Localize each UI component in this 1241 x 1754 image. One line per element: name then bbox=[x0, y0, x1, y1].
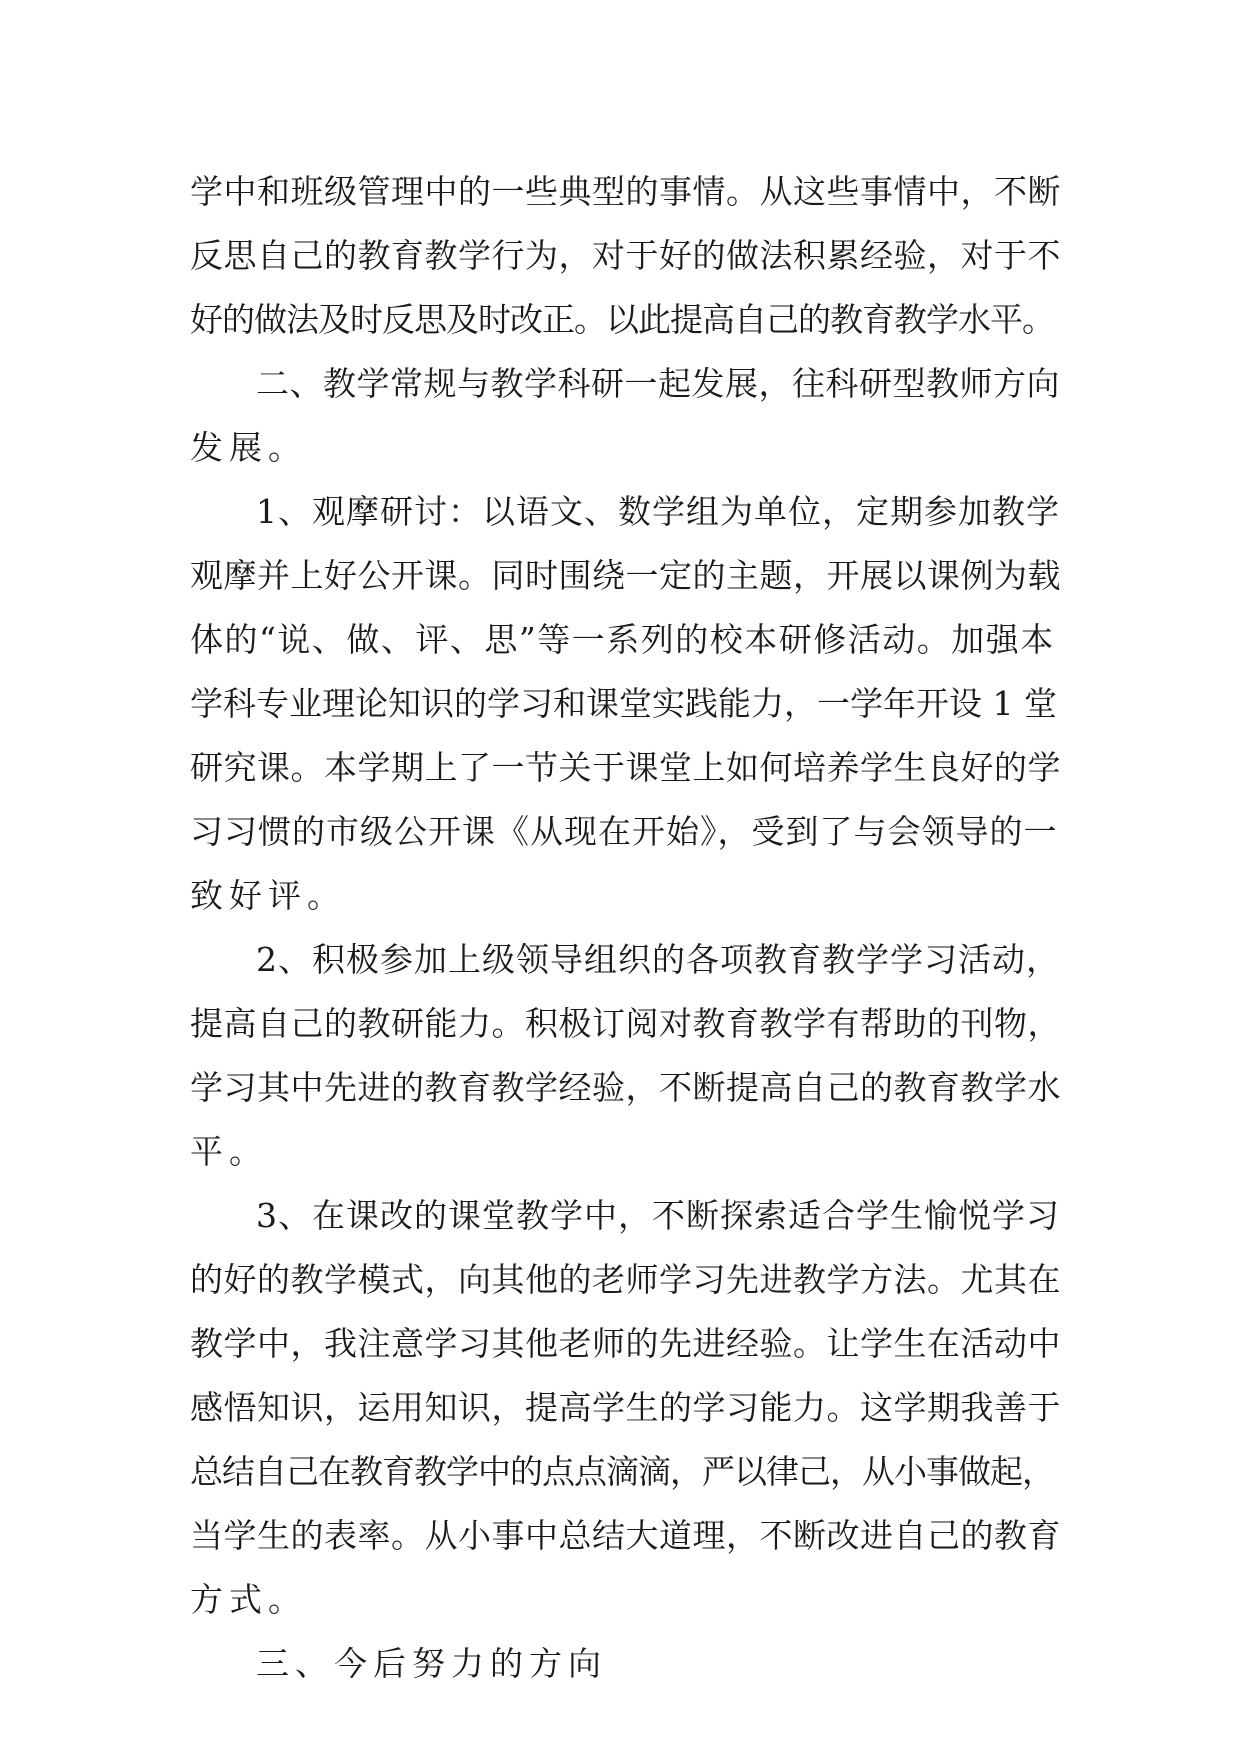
text-line: 提高自己的教研能力。积极订阅对教育教学有帮助的刊物， bbox=[190, 1004, 1061, 1043]
text-line: 总结自己在教育教学中的点点滴滴，严以律己，从小事做起， bbox=[190, 1452, 1054, 1491]
document-body bbox=[190, 160, 1065, 1696]
text-line: 致好评。 bbox=[190, 876, 346, 915]
text-line: 习习惯的市级公开课《从现在开始》，受到了与会领导的一 bbox=[190, 812, 1058, 851]
section-heading: 二、教学常规与教学科研一起发展，往科研型教师方向 bbox=[256, 364, 1060, 403]
paragraph-start: 1、观摩研讨：以语文、数学组为单位，定期参加教学 bbox=[256, 492, 1060, 531]
text-line: 发展。 bbox=[190, 428, 307, 467]
text-line: 学科专业理论知识的学习和课堂实践能力，一学年开设 1 堂 bbox=[190, 684, 1057, 723]
section-heading: 三、今后努力的方向 bbox=[256, 1644, 607, 1683]
text-line: 感悟知识，运用知识，提高学生的学习能力。这学期我善于 bbox=[190, 1388, 1061, 1427]
text-line: 好的做法及时反思及时改正。以此提高自己的教育教学水平。 bbox=[190, 300, 1054, 339]
text-line: 平。 bbox=[190, 1132, 268, 1171]
text-line: 当学生的表率。从小事中总结大道理，不断改进自己的教育 bbox=[190, 1516, 1061, 1555]
text-line: 学习其中先进的教育教学经验，不断提高自己的教育教学水 bbox=[190, 1068, 1061, 1107]
text-line: 观摩并上好公开课。同时围绕一定的主题，开展以课例为载 bbox=[190, 556, 1061, 595]
text-line: 的好的教学模式，向其他的老师学习先进教学方法。尤其在 bbox=[190, 1260, 1061, 1299]
text-line: 教学中，我注意学习其他老师的先进经验。让学生在活动中 bbox=[190, 1324, 1061, 1363]
paragraph-start: 3、在课改的课堂教学中，不断探索适合学生愉悦学习 bbox=[256, 1196, 1060, 1235]
text-line: 体的“说、做、评、思”等一系列的校本研修活动。加强本 bbox=[190, 620, 1055, 659]
paragraph-start: 2、积极参加上级领导组织的各项教育教学学习活动， bbox=[256, 940, 1060, 979]
text-line: 学中和班级管理中的一些典型的事情。从这些事情中，不断 bbox=[190, 172, 1061, 211]
text-line: 研究课。本学期上了一节关于课堂上如何培养学生良好的学 bbox=[190, 748, 1061, 787]
text-line: 反思自己的教育教学行为，对于好的做法积累经验，对于不 bbox=[190, 236, 1061, 275]
text-line: 方式。 bbox=[190, 1580, 307, 1619]
